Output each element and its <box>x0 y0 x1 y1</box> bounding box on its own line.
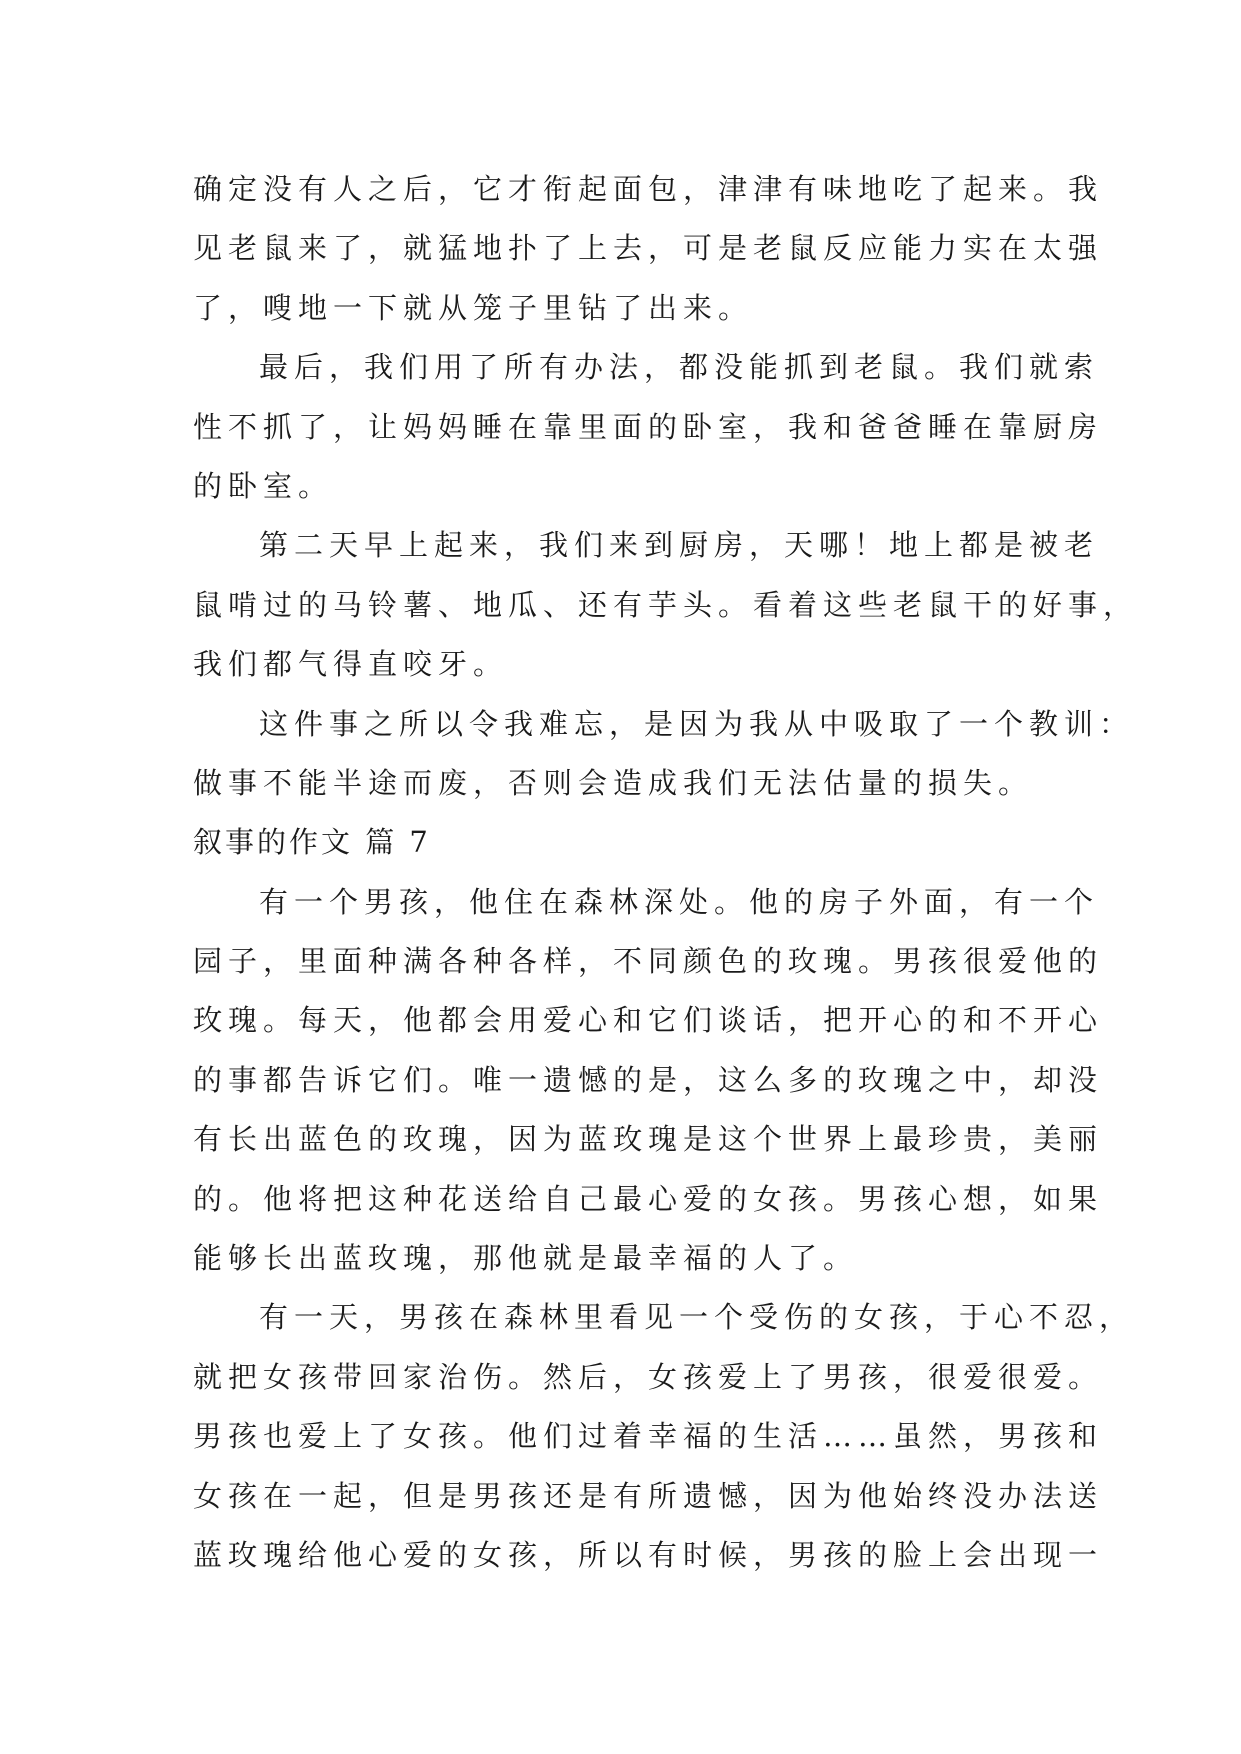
paragraph-line: 的。他将把这种花送给自己最心爱的女孩。男孩心想，如果 <box>193 1181 1104 1216</box>
paragraph-line: 了，嗖地一下就从笼子里钻了出来。 <box>193 290 754 325</box>
paragraph-line: 有一个男孩，他住在森林深处。他的房子外面，有一个 <box>259 884 1100 919</box>
paragraph-line: 有一天，男孩在森林里看见一个受伤的女孩，于心不忍， <box>259 1300 1135 1335</box>
section-heading: 叙事的作文 篇 7 <box>193 825 431 860</box>
paragraph-line: 第二天早上起来，我们来到厨房，天哪！地上都是被老 <box>259 528 1100 563</box>
paragraph-line: 这件事之所以令我难忘，是因为我从中吸取了一个教训： <box>259 706 1135 741</box>
paragraph-line: 的卧室。 <box>193 468 334 503</box>
paragraph-line: 有长出蓝色的玫瑰，因为蓝玫瑰是这个世界上最珍贵，美丽 <box>193 1122 1104 1157</box>
paragraph-line: 就把女孩带回家治伤。然后，女孩爱上了男孩，很爱很爱。 <box>193 1359 1104 1394</box>
paragraph-line: 最后，我们用了所有办法，都没能抓到老鼠。我们就索 <box>259 350 1100 385</box>
paragraph-line: 园子，里面种满各种各样，不同颜色的玫瑰。男孩很爱他的 <box>193 944 1104 979</box>
paragraph-line: 玫瑰。每天，他都会用爱心和它们谈话，把开心的和不开心 <box>193 1003 1104 1038</box>
paragraph-line: 确定没有人之后，它才衔起面包，津津有味地吃了起来。我 <box>193 172 1104 206</box>
paragraph-line: 能够长出蓝玫瑰，那他就是最幸福的人了。 <box>193 1241 859 1276</box>
paragraph-line: 我们都气得直咬牙。 <box>193 647 509 682</box>
paragraph-line: 女孩在一起，但是男孩还是有所遗憾，因为他始终没办法送 <box>193 1478 1104 1513</box>
paragraph-line: 的事都告诉它们。唯一遗憾的是，这么多的玫瑰之中，却没 <box>193 1062 1104 1097</box>
paragraph-line: 男孩也爱上了女孩。他们过着幸福的生活……虽然，男孩和 <box>193 1419 1104 1454</box>
paragraph-line: 鼠啃过的马铃薯、地瓜、还有芋头。看着这些老鼠干的好事， <box>193 587 1139 622</box>
paragraph-line: 做事不能半途而废，否则会造成我们无法估量的损失。 <box>193 765 1034 800</box>
paragraph-line: 蓝玫瑰给他心爱的女孩，所以有时候，男孩的脸上会出现一 <box>193 1537 1104 1572</box>
document-body <box>193 160 1139 1585</box>
paragraph-line: 见老鼠来了，就猛地扑了上去，可是老鼠反应能力实在太强 <box>193 231 1104 266</box>
paragraph-line: 性不抓了，让妈妈睡在靠里面的卧室，我和爸爸睡在靠厨房 <box>193 409 1104 444</box>
